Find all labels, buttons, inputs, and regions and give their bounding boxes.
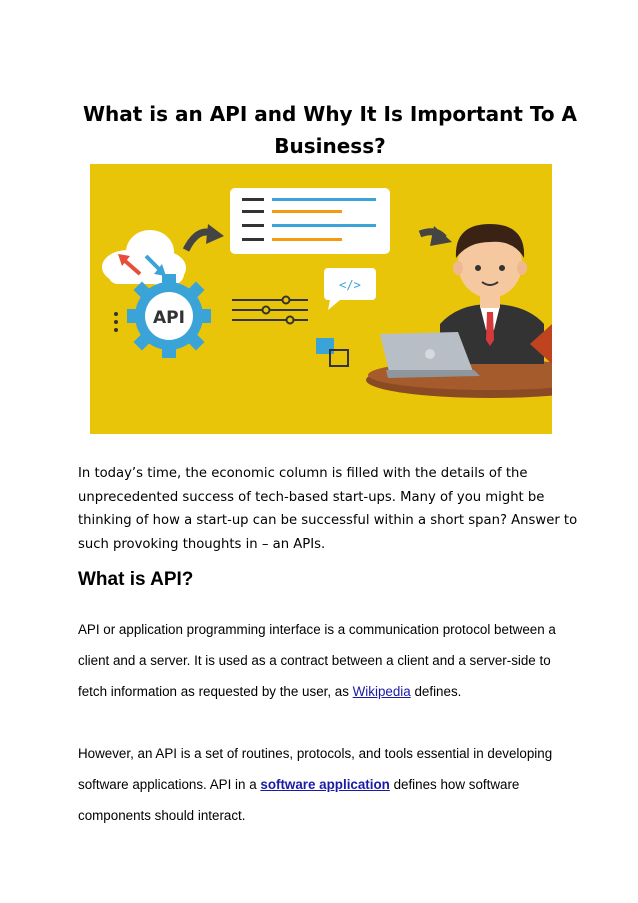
article-title: What is an API and Why It Is Important To A Business? <box>82 102 578 158</box>
arrow-icon <box>420 226 452 246</box>
explanation-paragraph <box>78 738 578 831</box>
code-label: </> <box>339 278 361 292</box>
paragraph-text: defines. <box>410 684 462 699</box>
paragraph-text: However, an API is a set of routines, protocols, and tools essential in developing software applications. API in a <box>78 746 553 792</box>
intro-paragraph: In today’s time, the economic column is filled with the details of the unprecedented success of tech-based start-ups. Many of you might be thinking of how a start-up can be successful within a short span? Answer to such provoking thoughts in – an APIs. <box>78 466 578 552</box>
document-card <box>230 188 390 254</box>
arrow-icon <box>186 224 224 250</box>
square-decoration <box>316 338 334 354</box>
wikipedia-link[interactable]: Wikipedia <box>352 684 411 699</box>
paragraph-text: defines how software components should interact. <box>78 777 520 823</box>
paragraph-text: API or application programming interface is a communication protocol between a client and a server. It is used as a contract between a client and a server-side to fetch information as requested by the user, as <box>78 622 556 699</box>
slider-lines <box>232 297 308 324</box>
hero-illustration <box>90 164 552 434</box>
dots-decoration <box>114 312 118 332</box>
definition-paragraph <box>78 614 578 707</box>
section-heading: What is API? <box>78 569 194 590</box>
software-application-link[interactable]: software application <box>260 777 390 792</box>
api-label: API <box>153 308 185 328</box>
